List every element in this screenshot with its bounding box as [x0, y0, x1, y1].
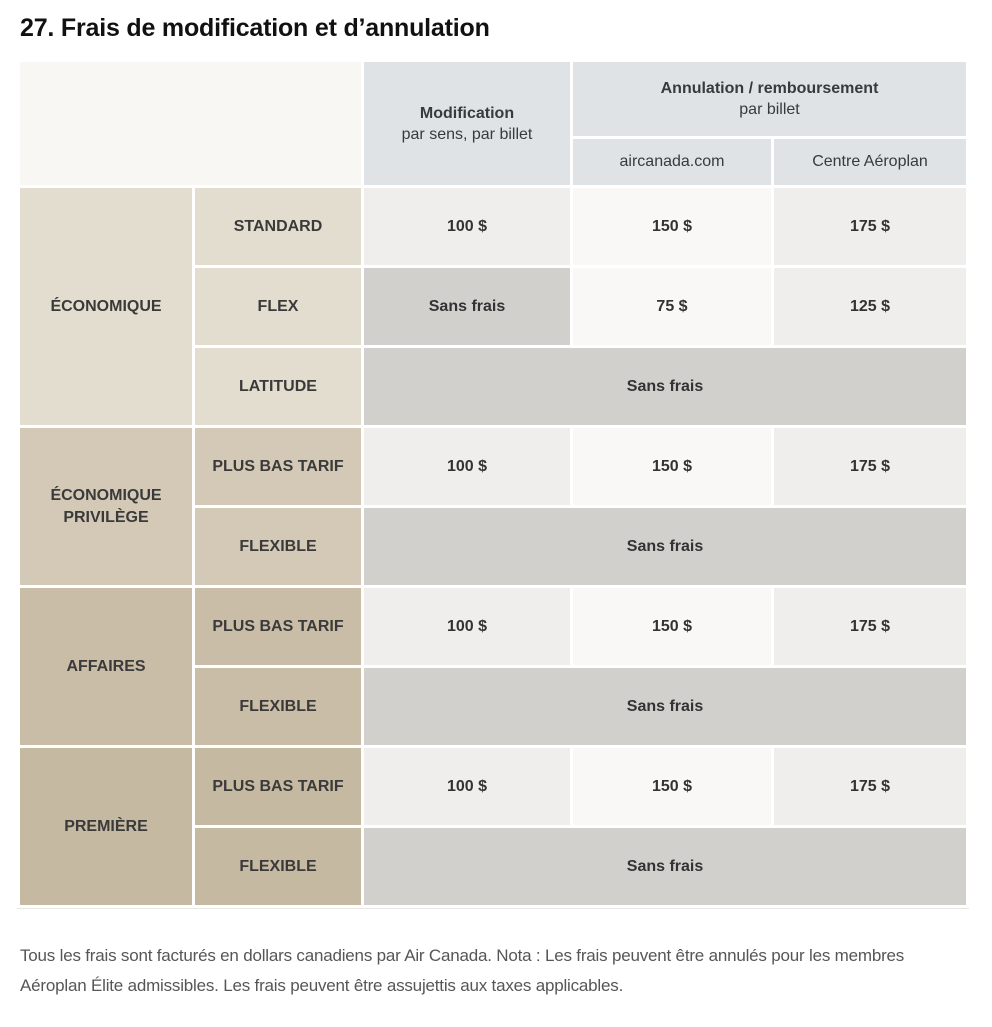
- page-title: 27. Frais de modification et d’annulation: [20, 14, 490, 42]
- fee-cell-aircanada: 75 $: [573, 268, 771, 345]
- column-header-annulation: [573, 62, 966, 136]
- fee-cell-all-channels: Sans frais: [364, 508, 966, 585]
- table-row: [20, 748, 966, 825]
- fee-cell-all-channels: Sans frais: [364, 668, 966, 745]
- fee-cell-aeroplan: 125 $: [774, 268, 966, 345]
- fee-cell-aeroplan: 175 $: [774, 748, 966, 825]
- fee-cell-aeroplan: 175 $: [774, 188, 966, 265]
- fee-cell-modification: 100 $: [364, 428, 570, 505]
- fee-cell-aircanada: 150 $: [573, 428, 771, 505]
- fare-cell-flex: FLEX: [195, 268, 361, 345]
- table-row: [20, 188, 966, 265]
- fare-cell-latitude: LATITUDE: [195, 348, 361, 425]
- fee-cell-aircanada: 150 $: [573, 748, 771, 825]
- modification-header-title: Modification: [419, 104, 515, 122]
- fees-table: [17, 59, 969, 909]
- fee-cell-modification: 100 $: [364, 188, 570, 265]
- fee-cell-all-channels: Sans frais: [364, 348, 966, 425]
- fee-cell-modification: 100 $: [364, 748, 570, 825]
- fee-cell-aircanada: 150 $: [573, 588, 771, 665]
- fare-cell-flexible: FLEXIBLE: [195, 508, 361, 585]
- fare-cell-plus-bas-tarif: PLUS BAS TARIF: [195, 748, 361, 825]
- footer-note: Tous les frais sont facturés en dollars canadiens par Air Canada. Nota : Les frais peuvent être annulés pour les membres Aéroplan Élite admissibles. Les frais peuvent être assujettis aux taxes applicables.: [20, 946, 905, 995]
- column-header-aeroplan: Centre Aéroplan: [774, 139, 966, 185]
- fee-cell-modification: 100 $: [364, 588, 570, 665]
- annulation-header-title: Annulation / remboursement: [660, 80, 879, 97]
- fare-cell-flexible: FLEXIBLE: [195, 828, 361, 905]
- cabin-cell-economique: ÉCONOMIQUE: [20, 188, 192, 425]
- fare-cell-plus-bas-tarif: PLUS BAS TARIF: [195, 428, 361, 505]
- modification-header-subtitle: par sens, par billet: [401, 125, 533, 143]
- fee-cell-aeroplan: 175 $: [774, 588, 966, 665]
- fee-cell-all-channels: Sans frais: [364, 828, 966, 905]
- column-header-aircanada: aircanada.com: [573, 139, 771, 185]
- fee-cell-modification: Sans frais: [364, 268, 570, 345]
- table-row: [20, 588, 966, 665]
- fee-cell-aircanada: 150 $: [573, 188, 771, 265]
- fare-cell-flexible: FLEXIBLE: [195, 668, 361, 745]
- fee-cell-aeroplan: 175 $: [774, 428, 966, 505]
- cabin-cell-affaires: AFFAIRES: [20, 588, 192, 745]
- table-row: [20, 428, 966, 505]
- corner-cell: [20, 62, 361, 185]
- fare-cell-standard: STANDARD: [195, 188, 361, 265]
- cabin-cell-economique-privilege: ÉCONOMIQUE PRIVILÈGE: [20, 428, 192, 585]
- column-header-modification: [364, 62, 570, 185]
- cabin-cell-premiere: PREMIÈRE: [20, 748, 192, 905]
- fare-cell-plus-bas-tarif: PLUS BAS TARIF: [195, 588, 361, 665]
- annulation-header-subtitle: par billet: [739, 101, 800, 118]
